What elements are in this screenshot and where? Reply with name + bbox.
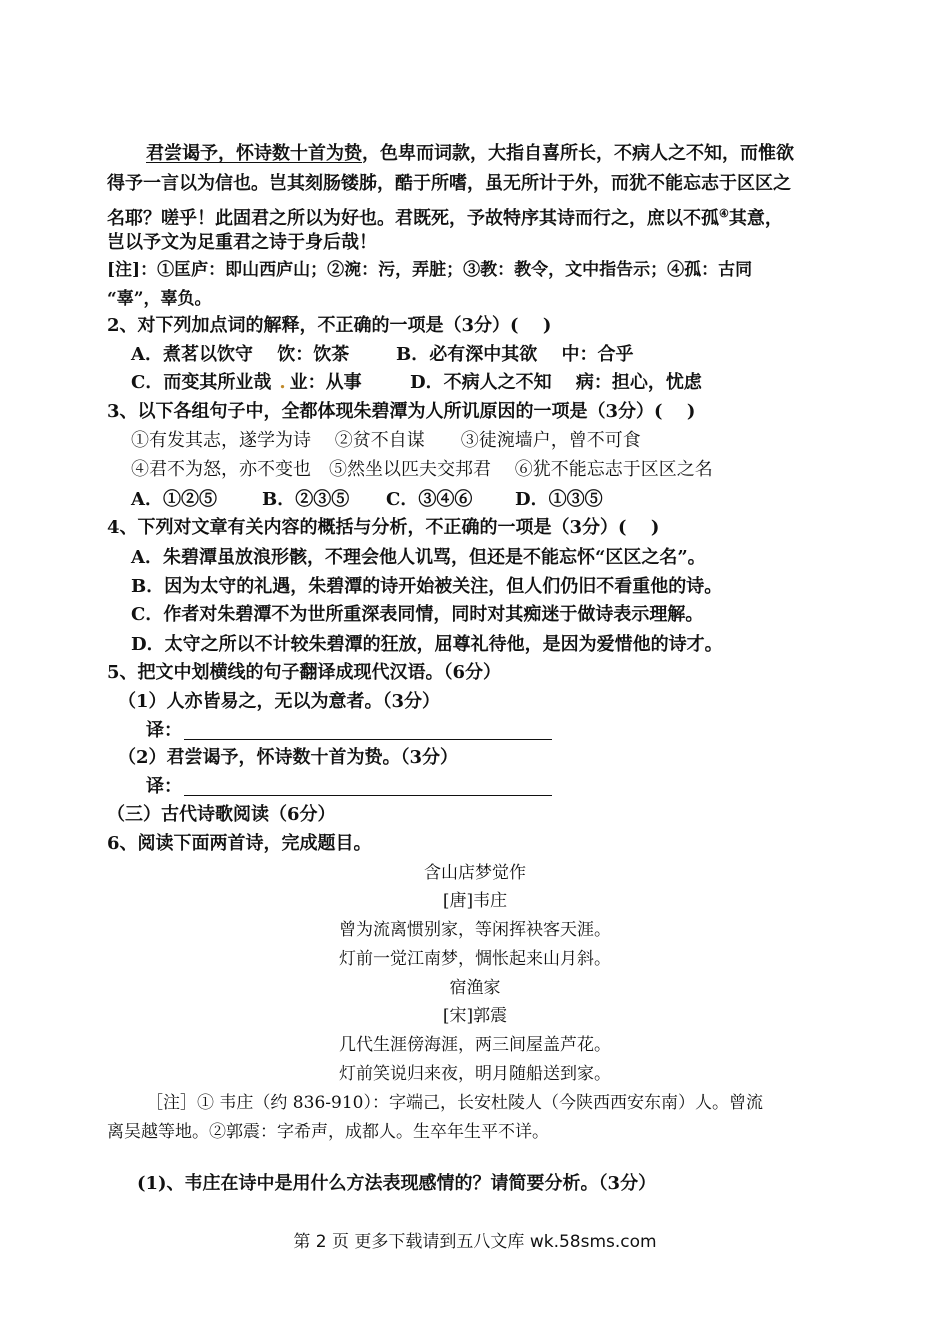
translation-line-2: 译： xyxy=(146,774,552,800)
answer-blank-1[interactable] xyxy=(184,721,552,740)
question-4-stem: 4、下列对文章有关内容的概括与分析，不正确的一项是（3分）( ) xyxy=(107,517,660,538)
translation-line-1: 译： xyxy=(146,718,552,744)
question-2-option-a: A．煮茗以饮守 饮：饮茶 xyxy=(131,344,350,365)
question-6-stem: 6、阅读下面两首诗，完成题目。 xyxy=(107,833,372,854)
page-footer: 第 2 页 更多下载请到五八文库 wk.58sms.com xyxy=(293,1232,657,1252)
question-3-stem: 3、以下各组句子中，全都体现朱碧潭为人所讥原因的一项是（3分）( ) xyxy=(107,401,696,422)
answer-blank-2[interactable] xyxy=(184,777,552,796)
passage-line-3: 名耶？嗟乎！此固君之所以为好也。君既死，予故特序其诗而行之，庶以不孤④其意， xyxy=(107,207,783,229)
poem-note-line-1: ［注］① 韦庄（约 836-910）：字端己，长安杜陵人（今陕西西安东南）人。曾流 xyxy=(146,1093,763,1113)
passage-line-4: 岂以予文为足重君之诗于身后哉！ xyxy=(107,232,377,253)
question-4-option-b: B．因为太守的礼遇，朱碧潭的诗开始被关注，但人们仍旧不看重他的诗。 xyxy=(131,576,723,597)
question-3-option-a: A．①②⑤ xyxy=(131,489,217,510)
question-5-sub-2: （2）君尝谒予，怀诗数十首为贽。（3分） xyxy=(118,747,459,768)
emphasis-not-correct: 不正确 xyxy=(317,315,372,336)
poem-2-author: [宋]郭震 xyxy=(442,1006,508,1026)
passage-line-1: 君尝谒予，怀诗数十首为贽，色卑而词款，大指自喜所长，不病人之不知，而惟欲 xyxy=(146,143,794,164)
underlined-sentence: 君尝谒予，怀诗数十首为贽 xyxy=(146,143,362,164)
question-3-option-c: C．③④⑥ xyxy=(386,489,473,510)
note-line-1: [注]：①匡庐：即山西庐山；②涴：污，弄脏；③教：教令，文中指告示；④孤：古同 xyxy=(107,260,753,280)
poem-2-title: 宿渔家 xyxy=(449,978,501,998)
question-4-option-a: A．朱碧潭虽放浪形骸，不理会他人讥骂，但还是不能忘怀“区区之名”。 xyxy=(131,547,706,568)
poem-1-title: 含山店梦觉作 xyxy=(424,863,526,883)
poem-note-line-2: 离吴越等地。②郭震：字希声，成都人。生卒年生平不详。 xyxy=(107,1122,549,1142)
emphasis-not-correct: 不正确 xyxy=(425,517,480,538)
question-3-option-d: D．①③⑤ xyxy=(515,489,603,510)
question-6-sub-1: (1)、韦庄在诗中是用什么方法表现感情的？请简要分析。（3分） xyxy=(137,1173,657,1194)
question-2-stem: 2、对下列加点词的解释，不正确的一项是（3分）( ) xyxy=(107,315,552,336)
question-2-option-d: D．不病人之不知 病：担心，忧虑 xyxy=(410,372,702,393)
note-line-2: “辜”，辜负。 xyxy=(107,289,212,309)
question-5-stem: 5、把文中划横线的句子翻译成现代汉语。（6分） xyxy=(107,662,502,683)
poem-1-line-1: 曾为流离惯别家，等闲挥袂客天涯。 xyxy=(339,920,611,940)
poem-2-line-2: 灯前笑说归来夜，明月随船送到家。 xyxy=(339,1064,611,1084)
orange-dot: . xyxy=(279,372,286,393)
question-5-sub-1: （1）人亦皆易之，无以为意者。（3分） xyxy=(118,691,441,712)
question-2-option-b: B．必有深中其欲 中：合乎 xyxy=(396,344,634,365)
question-4-option-d: D．太守之所以不计较朱碧潭的狂放，屈尊礼待他，是因为爱惜他的诗才。 xyxy=(131,634,723,655)
passage-line-2: 得予一言以为信也。岂其刻肠镂胏，酷于所嗜，虽无所计于外，而犹不能忘志于区区之 xyxy=(107,173,791,194)
poem-1-line-2: 灯前一觉江南梦，惆怅起来山月斜。 xyxy=(339,949,611,969)
poem-1-author: [唐]韦庄 xyxy=(442,891,508,911)
question-3-row-1: ①有发其志，遂学为诗 ②贫不自谋 ③徒涴墙户，曾不可食 xyxy=(131,430,641,451)
section-3-heading: （三）古代诗歌阅读（6分） xyxy=(107,804,336,825)
question-2-option-c: C．而变其所业哉 . 业：从事 xyxy=(131,372,362,393)
question-3-row-2: ④君不为怒，亦不变也 ⑤然坐以匹夫交邦君 ⑥犹不能忘志于区区之名 xyxy=(131,459,713,480)
poem-2-line-1: 几代生涯傍海涯，两三间屋盖芦花。 xyxy=(339,1035,611,1055)
question-3-option-b: B．②③⑤ xyxy=(262,489,350,510)
question-4-option-c: C．作者对朱碧潭不为世所重深表同情，同时对其痴迷于做诗表示理解。 xyxy=(131,604,704,625)
